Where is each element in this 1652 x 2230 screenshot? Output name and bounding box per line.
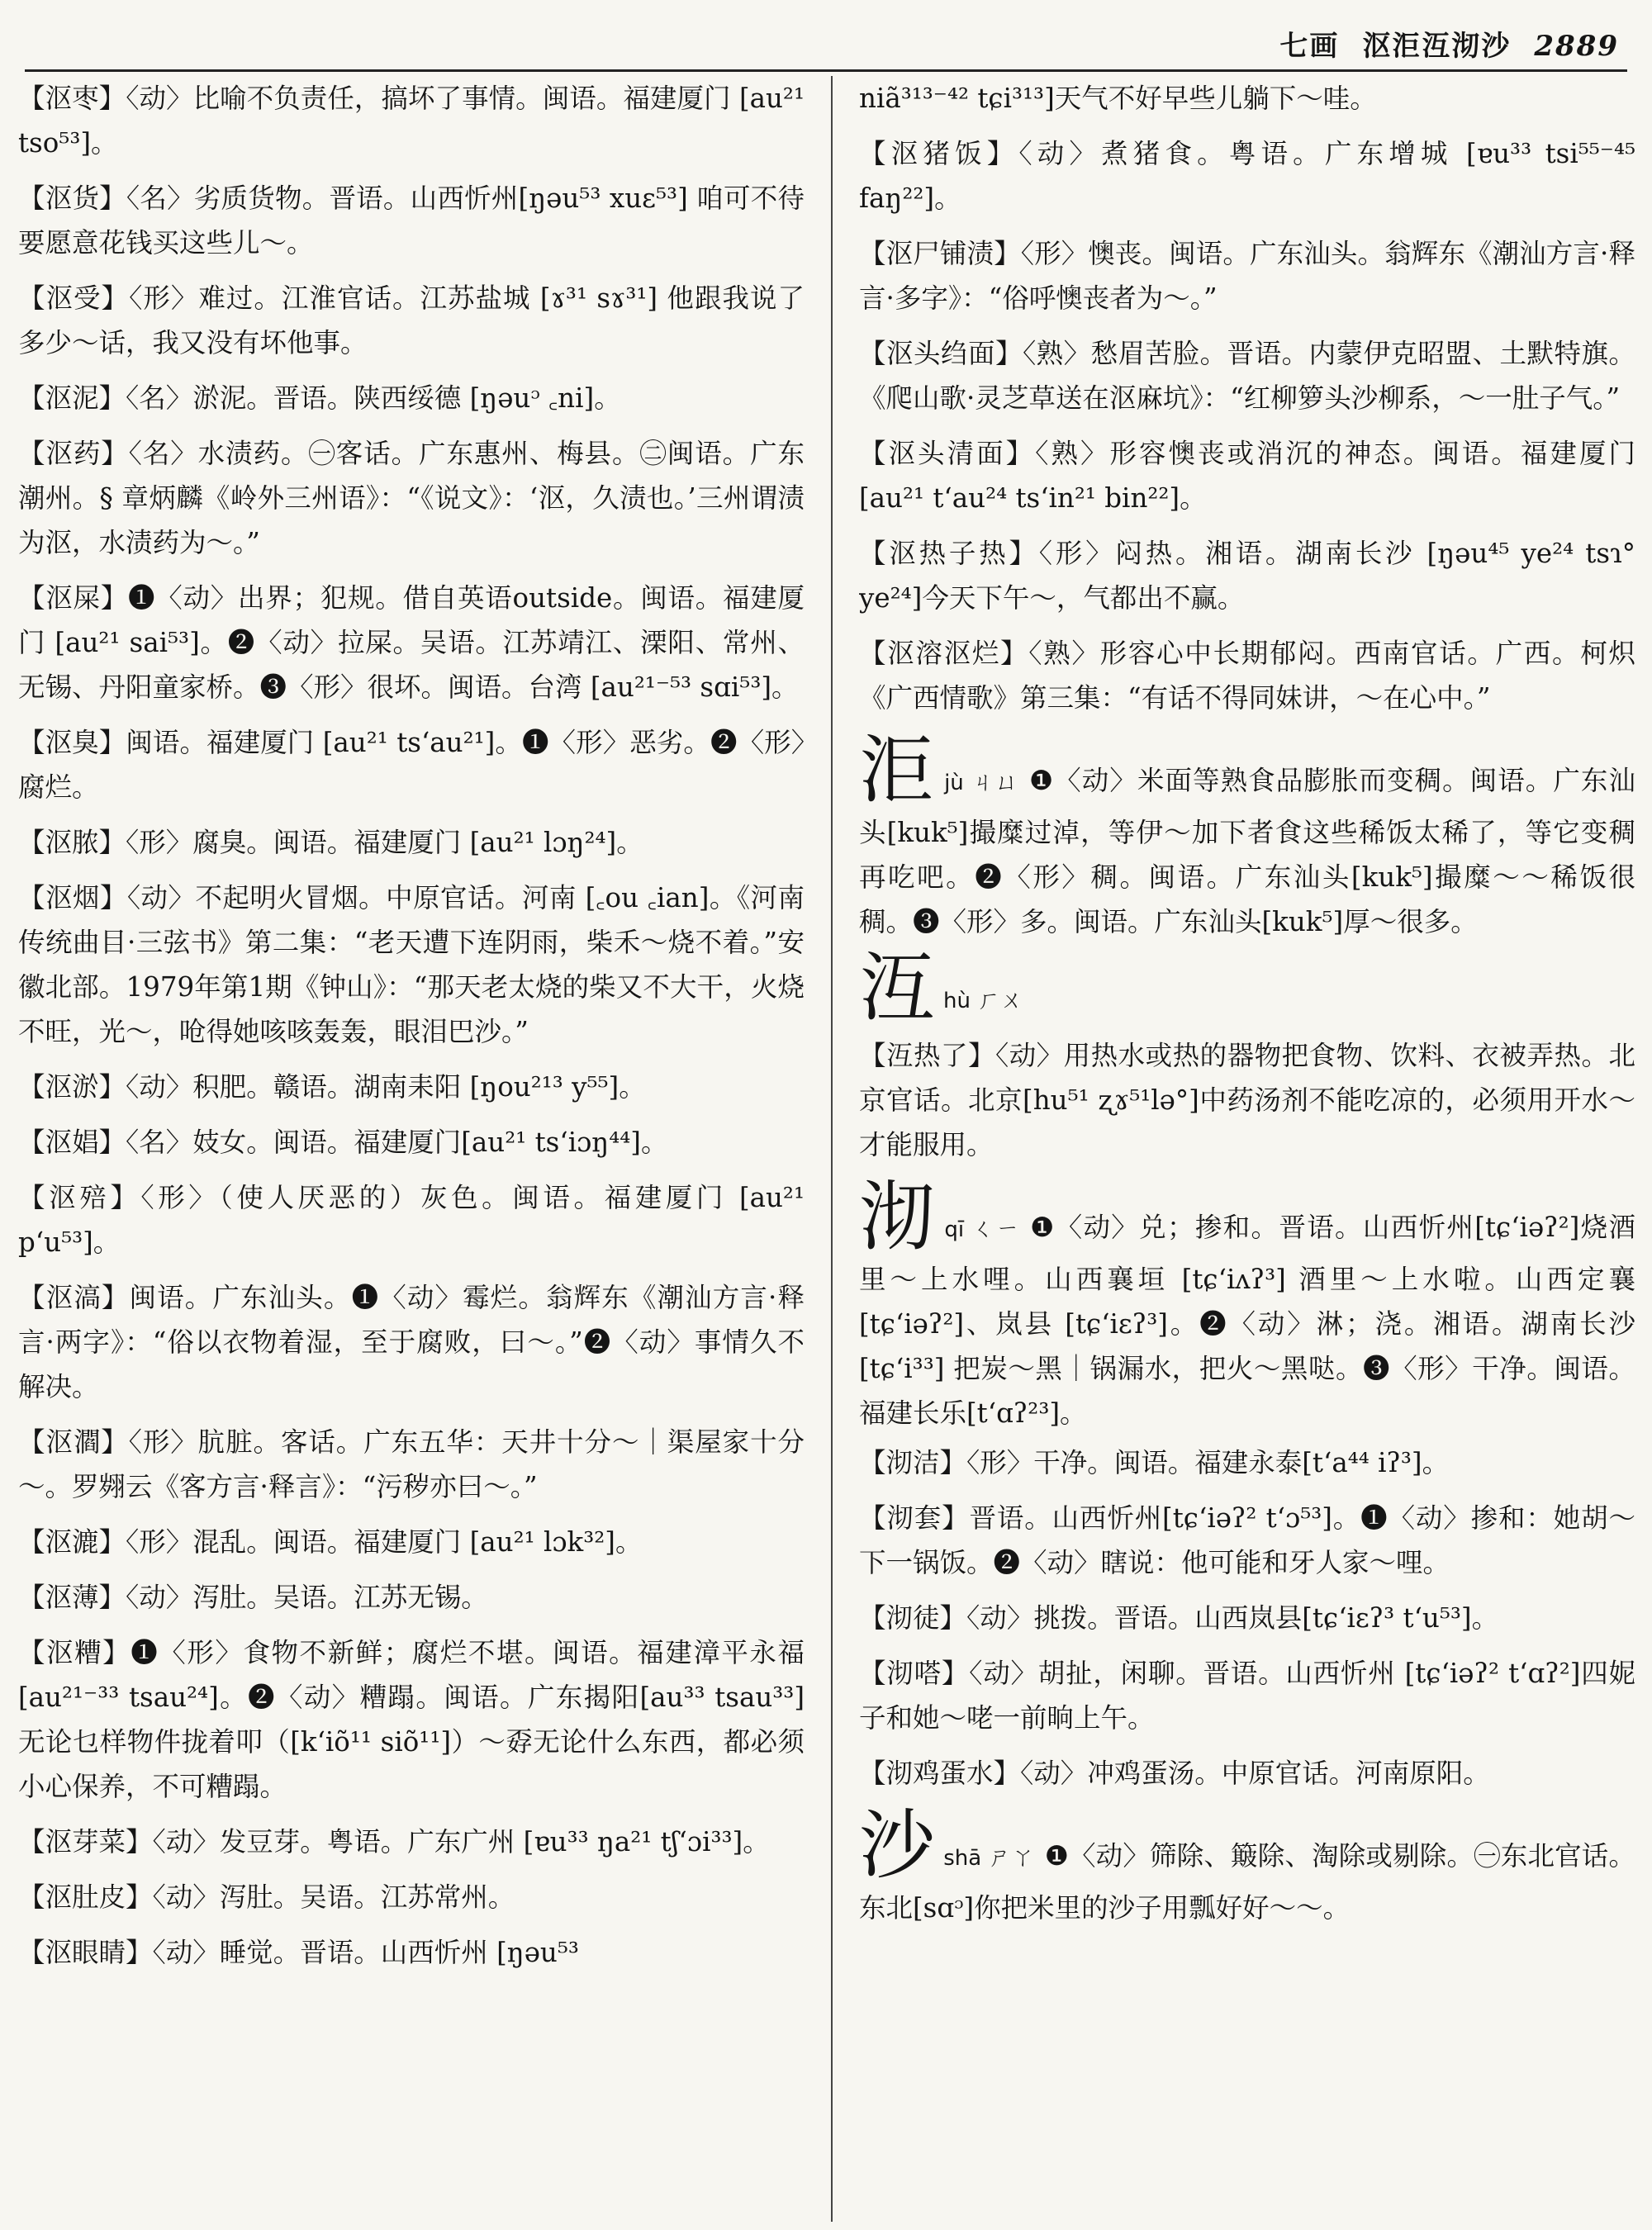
dictionary-entry: 【沏套】晋语。山西忻州[tɕ‘iəʔ² t‘ɔ⁵³]。❶〈动〉掺和：她胡～下一锅饭。❷〈动〉瞎说：他可能和牙人家～哩。 xyxy=(859,1502,1635,1578)
continued-entry: niã³¹³⁻⁴² tɕi³¹³]天气不好早些儿躺下～哇。 xyxy=(859,83,1377,114)
char-head-ju xyxy=(859,726,1635,944)
running-head xyxy=(1279,23,1619,64)
column-divider xyxy=(831,76,833,2222)
dictionary-entry: 【沍热了】〈动〉用热水或热的器物把食物、饮料、衣被弄热。北京官话。北京[hu⁵¹ ʐɤ⁵¹lə°]中药汤剂不能吃凉的，必须用开水～才能服用。 xyxy=(859,1040,1635,1160)
page-number: 2889 xyxy=(1534,30,1619,63)
dictionary-entry: 【沤殕】〈形〉（使人厌恶的）灰色。闽语。福建厦门 [au²¹ p‘u⁵³]。 xyxy=(18,1182,805,1258)
header-chars: 沤洰沍沏沙 xyxy=(1362,30,1512,63)
pinyin: hù xyxy=(943,989,971,1013)
dictionary-entry: 【沏嗒】〈动〉胡扯，闲聊。晋语。山西忻州 [tɕ‘iəʔ² t‘ɑʔ²]四妮子和她～咾一前晌上午。 xyxy=(859,1658,1635,1734)
zhuyin: ㄕㄚ xyxy=(988,1843,1035,1871)
char-definition xyxy=(859,1801,1635,1930)
dictionary-entry: 【沤娼】〈名〉妓女。闽语。福建厦门[au²¹ ts‘iɔŋ⁴⁴]。 xyxy=(18,1127,668,1158)
zhuyin: ㄏㄨ xyxy=(976,986,1023,1013)
definition-text: ❶〈动〉米面等熟食品膨胀而变稠。闽语。广东汕头[kuk⁵]撮糜过淖，等伊～加下者食这些稀饭太稀了，等它变稠再吃吧。❷〈形〉稠。闽语。广东汕头[kuk⁵]撮糜～～稀饭很稠。❸〈形〉多。闽语。广东汕头[kuk⁵]厚～很多。 xyxy=(859,765,1635,937)
dictionary-entry: 【沤滈】闽语。广东汕头。❶〈动〉霉烂。翁辉东《潮汕方言·释言·两字》：“俗以衣物着湿，至于腐败，曰～。”❷〈动〉事情久不解决。 xyxy=(18,1282,805,1402)
dictionary-entry: 【沤脓】〈形〉腐臭。闽语。福建厦门 [au²¹ lɔŋ²⁴]。 xyxy=(18,827,643,858)
char-head-hu xyxy=(859,944,1635,1032)
dictionary-entry: 【沤泥】〈名〉淤泥。晋语。陕西绥德 [ŋəuᵓ ꜀ni]。 xyxy=(18,382,621,414)
dictionary-entry: 【沤㶄】〈形〉肮脏。客话。广东五华：天井十分～｜渠屋家十分～。罗翙云《客方言·释言》：“污秽亦曰～。” xyxy=(18,1426,805,1502)
dictionary-entry: 【沤漉】〈形〉混乱。闽语。福建厦门 [au²¹ lɔk³²]。 xyxy=(18,1526,643,1558)
dictionary-entry: 【沤糟】❶〈形〉食物不新鲜；腐烂不堪。闽语。福建漳平永福 [au²¹⁻³³ tsau²⁴]。❷〈动〉糟蹋。闽语。广东揭阳[au³³ tsau³³]无论乜样物件拢着叩（[k‘iõ¹¹ siõ¹¹]）～孬无论什么东西，都必须小心保养，不可糟蹋。 xyxy=(18,1637,805,1802)
pinyin: qī xyxy=(944,1217,965,1242)
dictionary-entry: 【沤烟】〈动〉不起明火冒烟。中原官话。河南 [꜀ou ꜀ian]。《河南传统曲目·三弦书》第二集：“老天遭下连阴雨，柴禾～烧不着。”安徽北部。1979年第1期《钟山》：“那天老太烧的柴又不大干，火烧不旺，光～，呛得她咳咳轰轰，眼泪巴沙。” xyxy=(18,882,805,1047)
section-label: 七画 xyxy=(1279,30,1340,63)
dictionary-entry: 【沏鸡蛋水】〈动〉冲鸡蛋汤。中原官话。河南原阳。 xyxy=(859,1758,1490,1789)
page-header xyxy=(25,18,1627,72)
pinyin: shā xyxy=(943,1846,982,1871)
definition-text: ❶〈动〉筛除、簸除、淘除或剔除。㊀东北官话。东北[sɑᵓ]你把米里的沙子用瓢好好～～。 xyxy=(859,1840,1635,1924)
dictionary-entry: 【沤屎】❶〈动〉出界；犯规。借自英语outside。闽语。福建厦门 [au²¹ sai⁵³]。❷〈动〉拉屎。吴语。江苏靖江、溧阳、常州、无锡、丹阳童家桥。❸〈形〉很坏。闽语。台湾 [au²¹⁻⁵³ sɑi⁵³]。 xyxy=(18,582,805,703)
zhuyin: ㄐㄩ xyxy=(970,768,1019,795)
char-definition xyxy=(859,1173,1635,1435)
char-head-qi xyxy=(859,1173,1635,1435)
head-character: 沏 xyxy=(859,1173,937,1261)
dictionary-entry: 【沤肚皮】〈动〉泻肚。吴语。江苏常州。 xyxy=(18,1881,515,1913)
dictionary-entry: 【沤头绉面】〈熟〉愁眉苦脸。晋语。内蒙伊克昭盟、土默特旗。《爬山歌·灵芝草送在沤麻坑》：“红柳箩头沙柳系，～一肚子气。” xyxy=(859,338,1635,414)
right-column xyxy=(859,76,1635,2230)
dictionary-entry: 【沤头清面】〈熟〉形容懊丧或消沉的神态。闽语。福建厦门[au²¹ t‘au²⁴ ts‘in²¹ bin²²]。 xyxy=(859,438,1635,514)
dictionary-entry: 【沤眼睛】〈动〉睡觉。晋语。山西忻州 [ŋəu⁵³ xyxy=(18,1937,579,1968)
definition-text: ❶〈动〉兑；掺和。晋语。山西忻州[tɕ‘iəʔ²]烧酒里～上水哩。山西襄垣 [tɕ‘iʌʔ³] 酒里～上水啦。山西定襄[tɕ‘iəʔ²]、岚县 [tɕ‘iɛʔ³]。❷〈动〉淋；浇。湘语。湖南长沙[tɕ‘i³³] 把炭～黑｜锅漏水，把火～黑哒。❸〈形〉干净。闽语。福建长乐[t‘ɑʔ²³]。 xyxy=(859,1212,1635,1429)
left-column xyxy=(18,76,805,2230)
dictionary-entry: 【沤猪饭】〈动〉煮猪食。粤语。广东增城 [ɐu³³ tsi⁵⁵⁻⁴⁵ faŋ²²]。 xyxy=(859,138,1635,214)
pinyin: jù xyxy=(944,771,964,795)
dictionary-entry: 【沤尸铺渍】〈形〉懊丧。闽语。广东汕头。翁辉东《潮汕方言·释言·多字》：“俗呼懊丧者为～。” xyxy=(859,238,1635,314)
dictionary-entry: 【沤热子热】〈形〉闷热。湘语。湖南长沙 [ŋəu⁴⁵ ye²⁴ tsɿ° ye²⁴]今天下午～，气都出不赢。 xyxy=(859,538,1635,614)
dictionary-entry: 【沤芽菜】〈动〉发豆芽。粤语。广东广州 [ɐu³³ ŋa²¹ tʃ‘ɔi³³]。 xyxy=(18,1826,770,1858)
dictionary-entry: 【沏洁】〈形〉干净。闽语。福建永泰[t‘a⁴⁴ iʔ³]。 xyxy=(859,1447,1450,1478)
dictionary-entry: 【沏徒】〈动〉挑拨。晋语。山西岚县[tɕ‘iɛʔ³ t‘u⁵³]。 xyxy=(859,1602,1499,1634)
dictionary-entry: 【沤货】〈名〉劣质货物。晋语。山西忻州[ŋəu⁵³ xuɛ⁵³] 咱可不待要愿意花钱买这些儿～。 xyxy=(18,183,805,259)
dictionary-entry: 【沤臭】闽语。福建厦门 [au²¹ ts‘au²¹]。❶〈形〉恶劣。❷〈形〉腐烂。 xyxy=(18,727,805,803)
char-head-sha xyxy=(859,1801,1635,1930)
head-character: 沍 xyxy=(859,944,936,1032)
dictionary-entry: 【沤受】〈形〉难过。江淮官话。江苏盐城 [ɤ³¹ sɤ³¹] 他跟我说了多少～话，我又没有坏他事。 xyxy=(18,282,805,358)
dictionary-entry: 【沤溶沤烂】〈熟〉形容心中长期郁闷。西南官话。广西。柯炽《广西情歌》第三集：“有话不得同妹讲，～在心中。” xyxy=(859,638,1635,714)
dictionary-entry: 【沤药】〈名〉水渍药。㊀客话。广东惠州、梅县。㊁闽语。广东潮州。§ 章炳麟《岭外三州语》：“《说文》：‘沤，久渍也。’三州谓渍为沤，水渍药为～。” xyxy=(18,438,805,558)
char-definition xyxy=(859,726,1635,944)
head-character: 沙 xyxy=(859,1801,936,1890)
head-character: 洰 xyxy=(859,726,937,814)
zhuyin: ㄑㄧ xyxy=(971,1215,1021,1242)
dictionary-entry: 【沤枣】〈动〉比喻不负责任，搞坏了事情。闽语。福建厦门 [au²¹ tso⁵³]。 xyxy=(18,83,805,159)
dictionary-entry: 【沤淤】〈动〉积肥。赣语。湖南耒阳 [ŋou²¹³ y⁵⁵]。 xyxy=(18,1071,646,1103)
dictionary-entry: 【沤薄】〈动〉泻肚。吴语。江苏无锡。 xyxy=(18,1582,488,1613)
